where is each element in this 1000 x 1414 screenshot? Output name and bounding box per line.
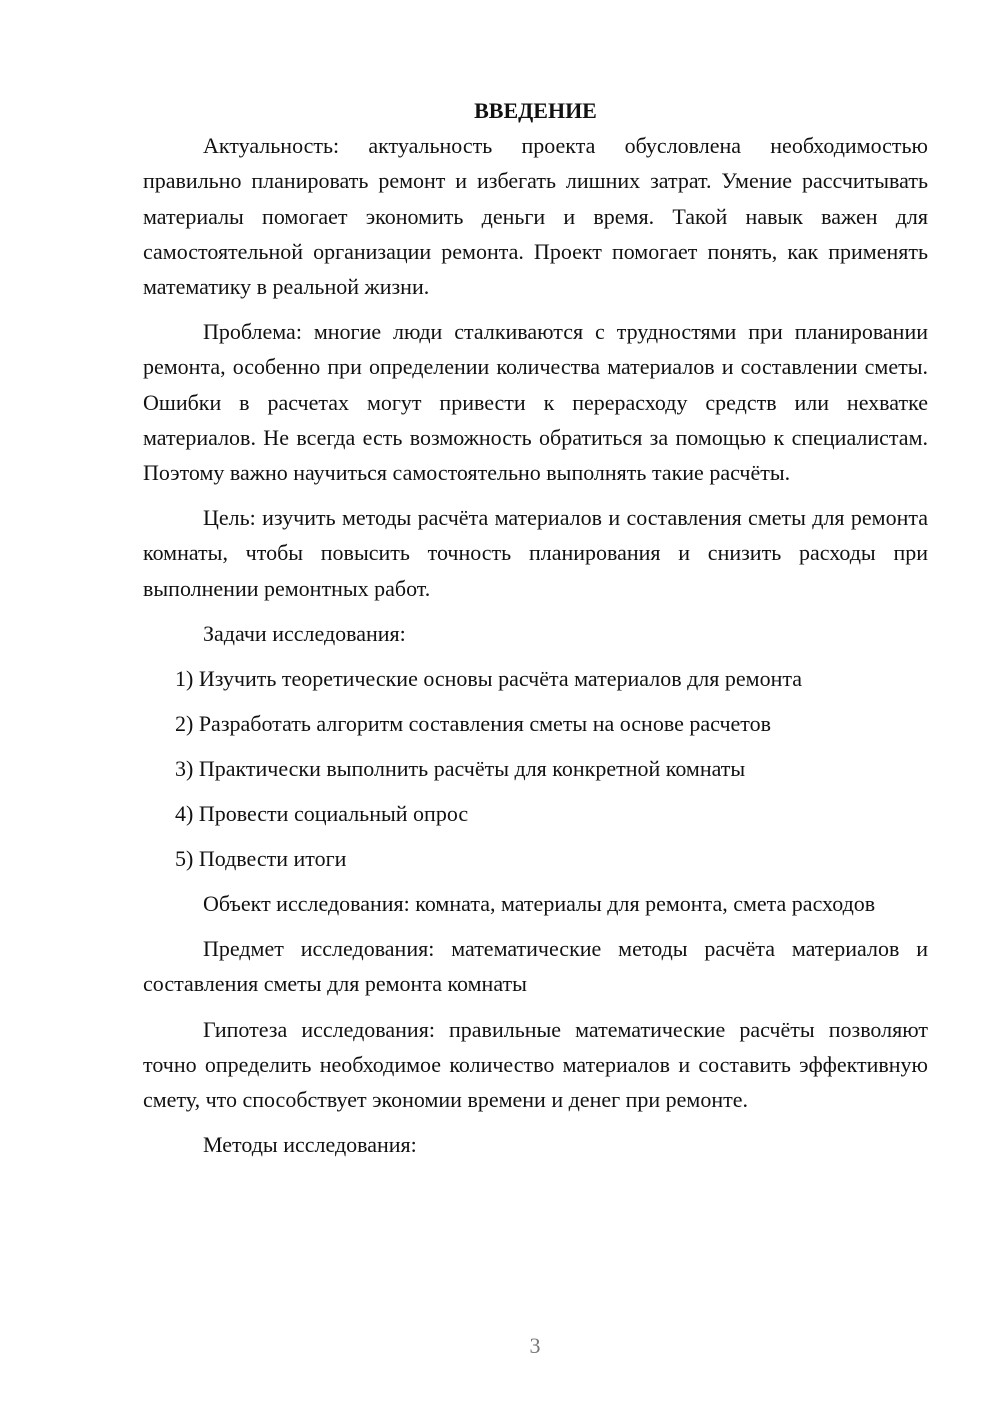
goal-paragraph: Цель: изучить методы расчёта материалов и составления сметы для ремонта комнаты, чтобы повысить точность планирования и снизить расходы при выполнении ремонтных работ. [143,505,928,601]
tasks-heading: Задачи исследования: [203,620,406,646]
page-content [143,93,928,1172]
methods-heading: Методы исследования: [203,1132,417,1158]
task-item-5: 5) Подвести итоги [175,846,347,872]
task-item-1: 1) Изучить теоретические основы расчёта материалов для ремонта [175,666,802,692]
subject-paragraph: Предмет исследования: математические методы расчёта материалов и составления сметы для ремонта комнаты [143,936,928,997]
task-item-3: 3) Практически выполнить расчёты для конкретной комнаты [175,756,746,782]
problem-paragraph: Проблема: многие люди сталкиваются с трудностями при планировании ремонта, особенно при определении количества материалов и составлении сметы. Ошибки в расчетах могут привести к перерасходу средств или нехватке материалов. Не всегда есть возможность обратиться за помощью к специалистам. Поэтому важно научиться самостоятельно выполнять такие расчёты. [143,319,928,486]
task-item-2: 2) Разработать алгоритм составления сметы на основе расчетов [175,711,771,737]
tasks-list [143,661,928,886]
task-item-4: 4) Провести социальный опрос [175,801,469,827]
object-paragraph: Объект исследования: комната, материалы для ремонта, смета расходов [203,891,876,917]
page-title: ВВЕДЕНИЕ [474,98,597,123]
relevance-paragraph: Актуальность: актуальность проекта обусловлена необходимостью правильно планировать ремонт и избегать лишних затрат. Умение рассчитывать материалы помогает экономить деньги и время. Такой навык важен для самостоятельной организации ремонта. Проект помогает понять, как применять математику в реальной жизни. [143,133,928,300]
hypothesis-paragraph: Гипотеза исследования: правильные математические расчёты позволяют точно определить необходимое количество материалов и составить эффективную смету, что способствует экономии времени и денег при ремонте. [143,1016,928,1113]
page-number: 3 [529,1333,541,1358]
